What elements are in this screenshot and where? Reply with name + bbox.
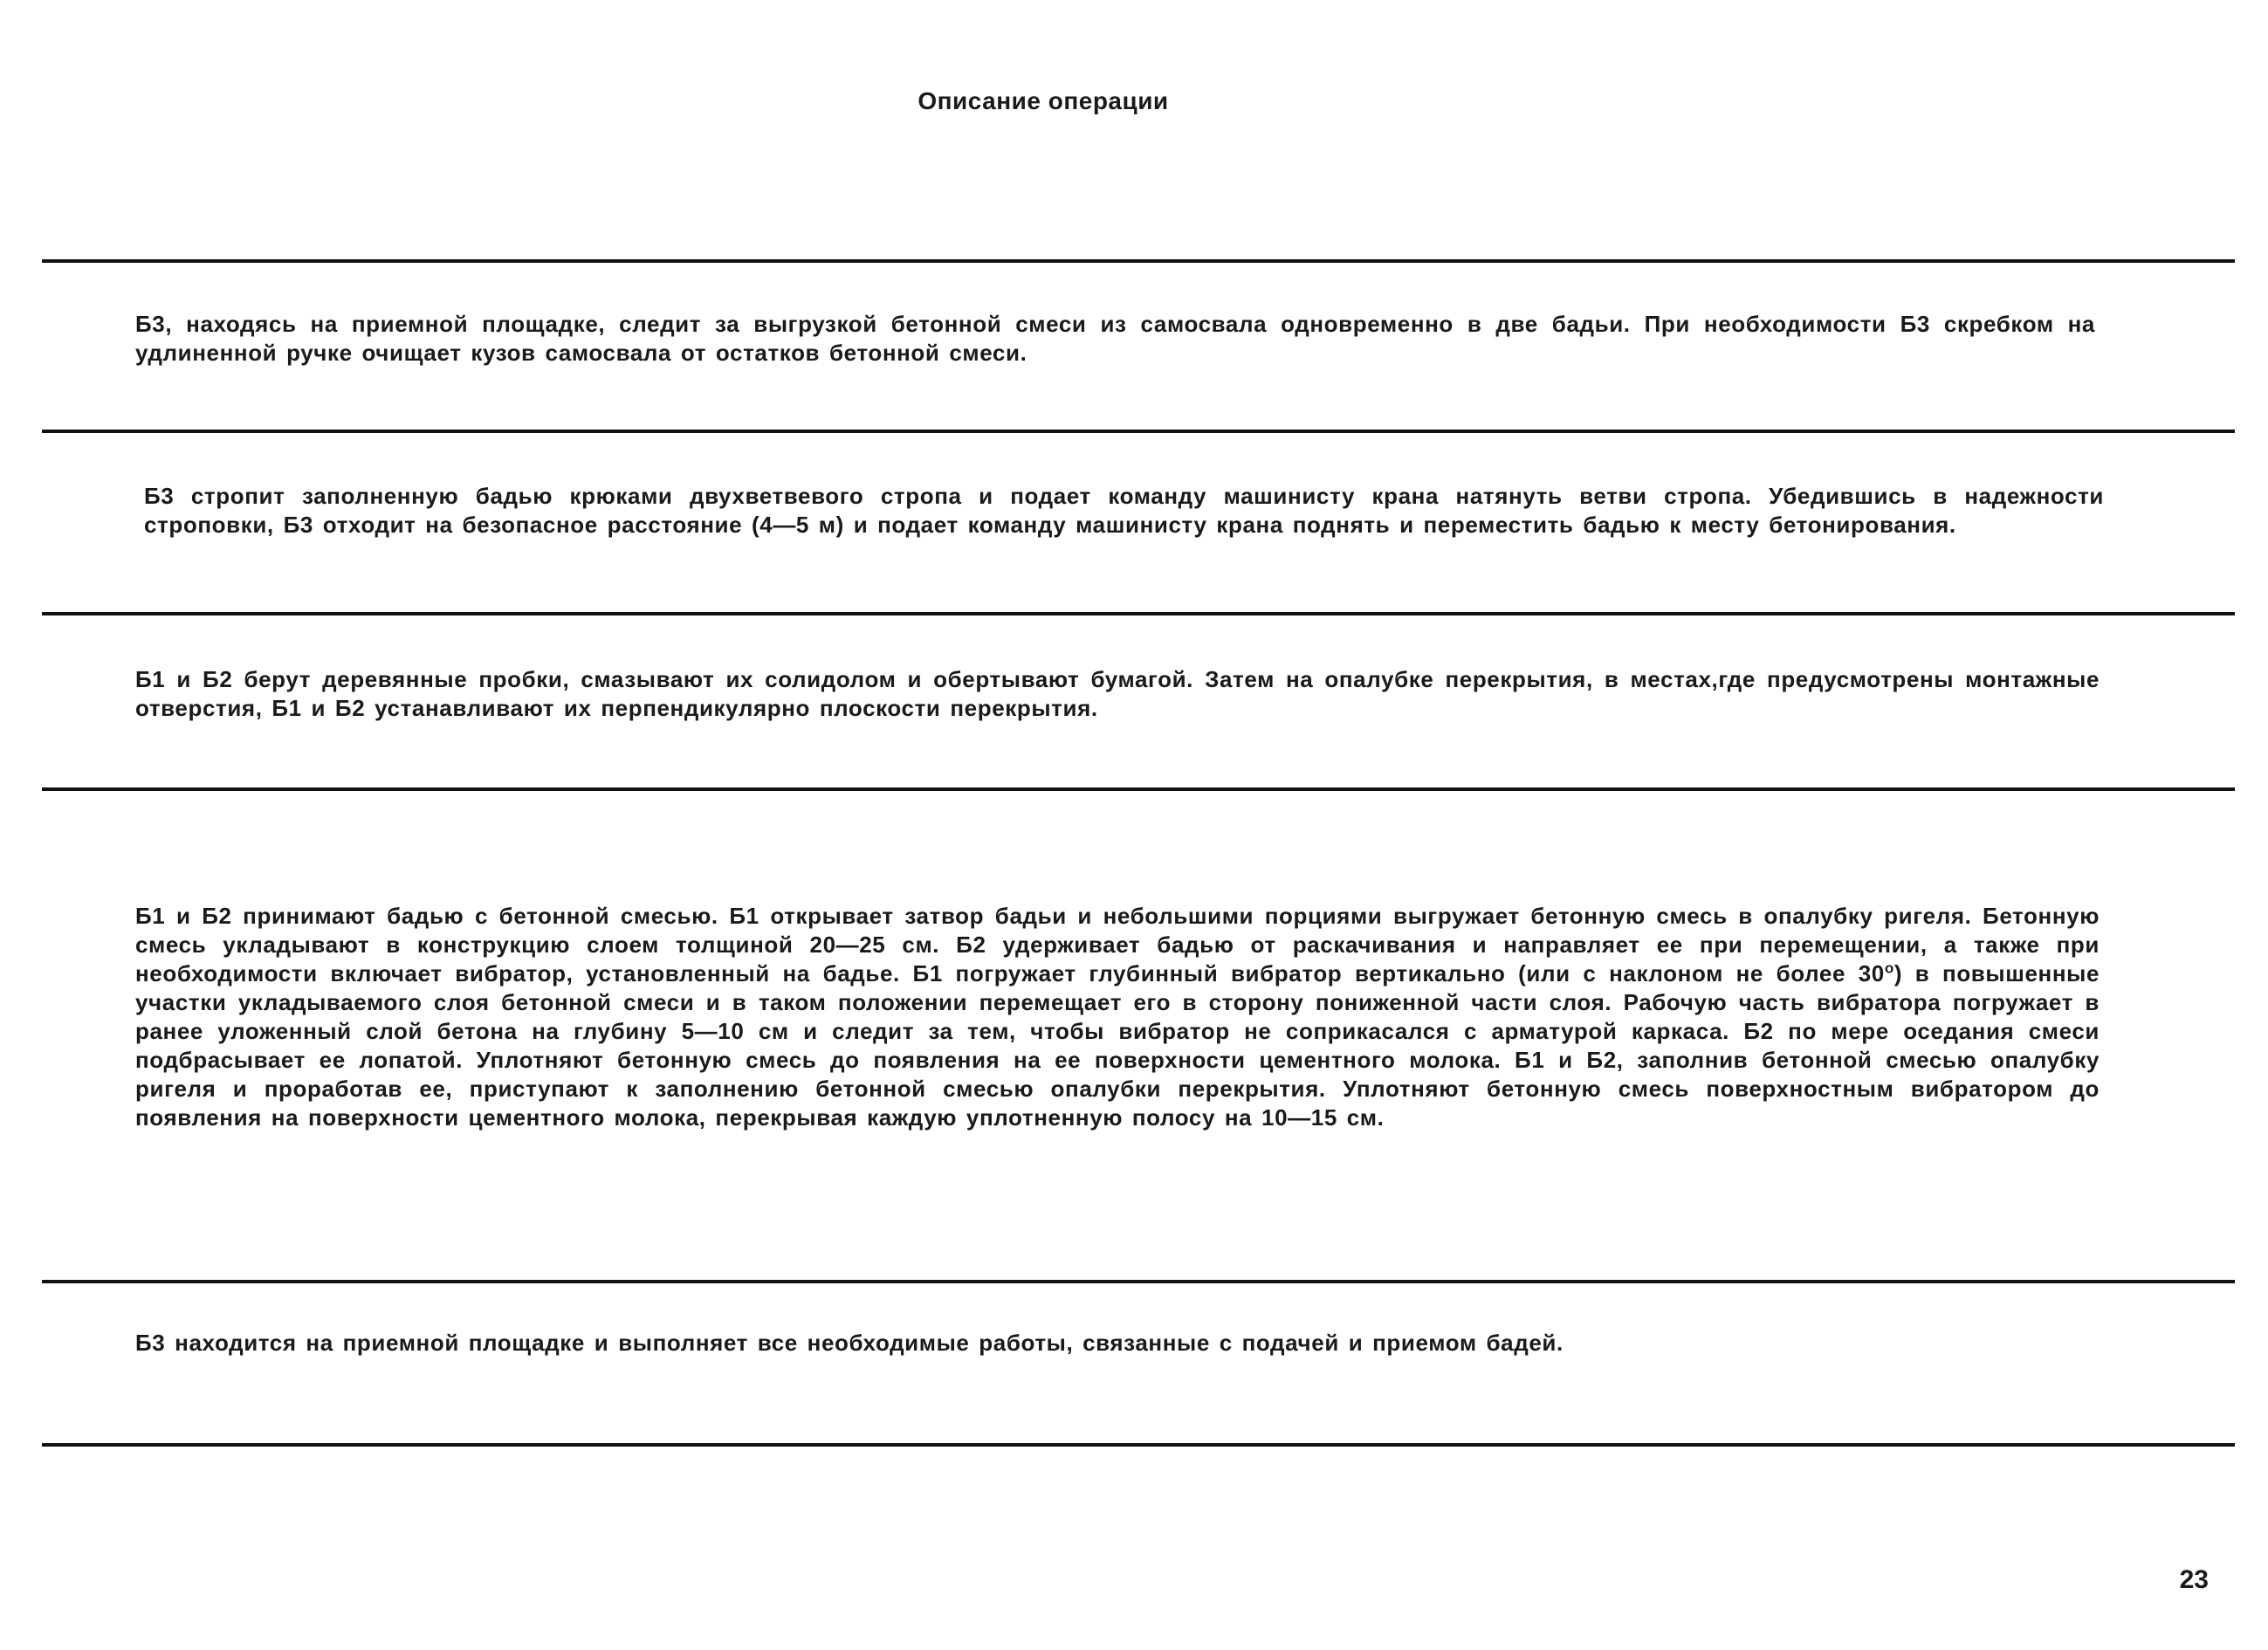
paragraph-4 [135, 902, 2100, 1132]
page-number: 23 [2179, 1565, 2209, 1594]
paragraph-1: Б3, находясь на приемной площадке, следит за выгрузкой бетонной смеси из самосвала одновременно в две бадьи. При необходимости Б3 скребком на удлиненной ручке очищает кузов самосвала от остатков бетонной смеси. [135, 311, 2095, 366]
paragraph-4-text-start: Б1 и Б2 принимают бадью с бетонной смесью. Б1 открывает затвор бадьи и небольшими порциями выгружает бетонную смесь в опалубку ригеля. Бетонную смесь укладывают в конструкцию слоем толщиной 20—25 см. Б2 удерживает бадью от раскачивания и направляет ее при перемещении, а также при необходимости включает вибратор, установленный на бадье. Б1 погружает глубинный вибратор вертикально (или с наклоном не более 30 [135, 903, 2100, 987]
separator-rule-3 [42, 612, 2235, 615]
separator-rule-4 [42, 787, 2235, 791]
paragraph-2: Б3 стропит заполненную бадью крюками двухветвевого стропа и подает команду машинисту крана натянуть ветви стропа. Убедившись в надежности строповки, Б3 отходит на безопасное расстояние (4—5 м) и подает команду машинисту крана поднять и переместить бадью к месту бетонирования. [144, 483, 2104, 538]
separator-rule-1 [42, 259, 2235, 263]
paragraph-4-text-end: ) в повышенные участки укладываемого слоя бетонной смеси и в таком положении перемещает его в сторону пониженной части слоя. Рабочую часть вибратора погружает в ранее уложенный слой бетона на глубину 5—10 см и следит за тем, чтобы вибратор не соприкасался с арматурой каркаса. Б2 по мере оседания смеси подбрасывает ее лопатой. Уплотняют бетонную смесь до появления на ее поверхности цементного молока. Б1 и Б2, заполнив бетонной смесью опалубку ригеля и проработав ее, приступают к заполнению бетонной смесью опалубки перекрытия. Уплотняют бетонную смесь поверхностным вибратором до появления на поверхности цементного молока, перекрывая каждую уплотненную полосу на 10—15 см. [135, 960, 2100, 1131]
separator-rule-6 [42, 1443, 2235, 1447]
degree-superscript: о [1884, 959, 1894, 977]
separator-rule-5 [42, 1280, 2235, 1283]
page-title: Описание операции [918, 87, 1169, 114]
separator-rule-2 [42, 430, 2235, 433]
paragraph-5: Б3 находится на приемной площадке и выполняет все необходимые работы, связанные с подачей и приемом бадей. [135, 1330, 1564, 1356]
paragraph-3: Б1 и Б2 берут деревянные пробки, смазывают их солидолом и обертывают бумагой. Затем на опалубке перекрытия, в местах,где предусмотрены монтажные отверстия, Б1 и Б2 устанавливают их перпендикулярно плоскости перекрытия. [135, 666, 2100, 721]
